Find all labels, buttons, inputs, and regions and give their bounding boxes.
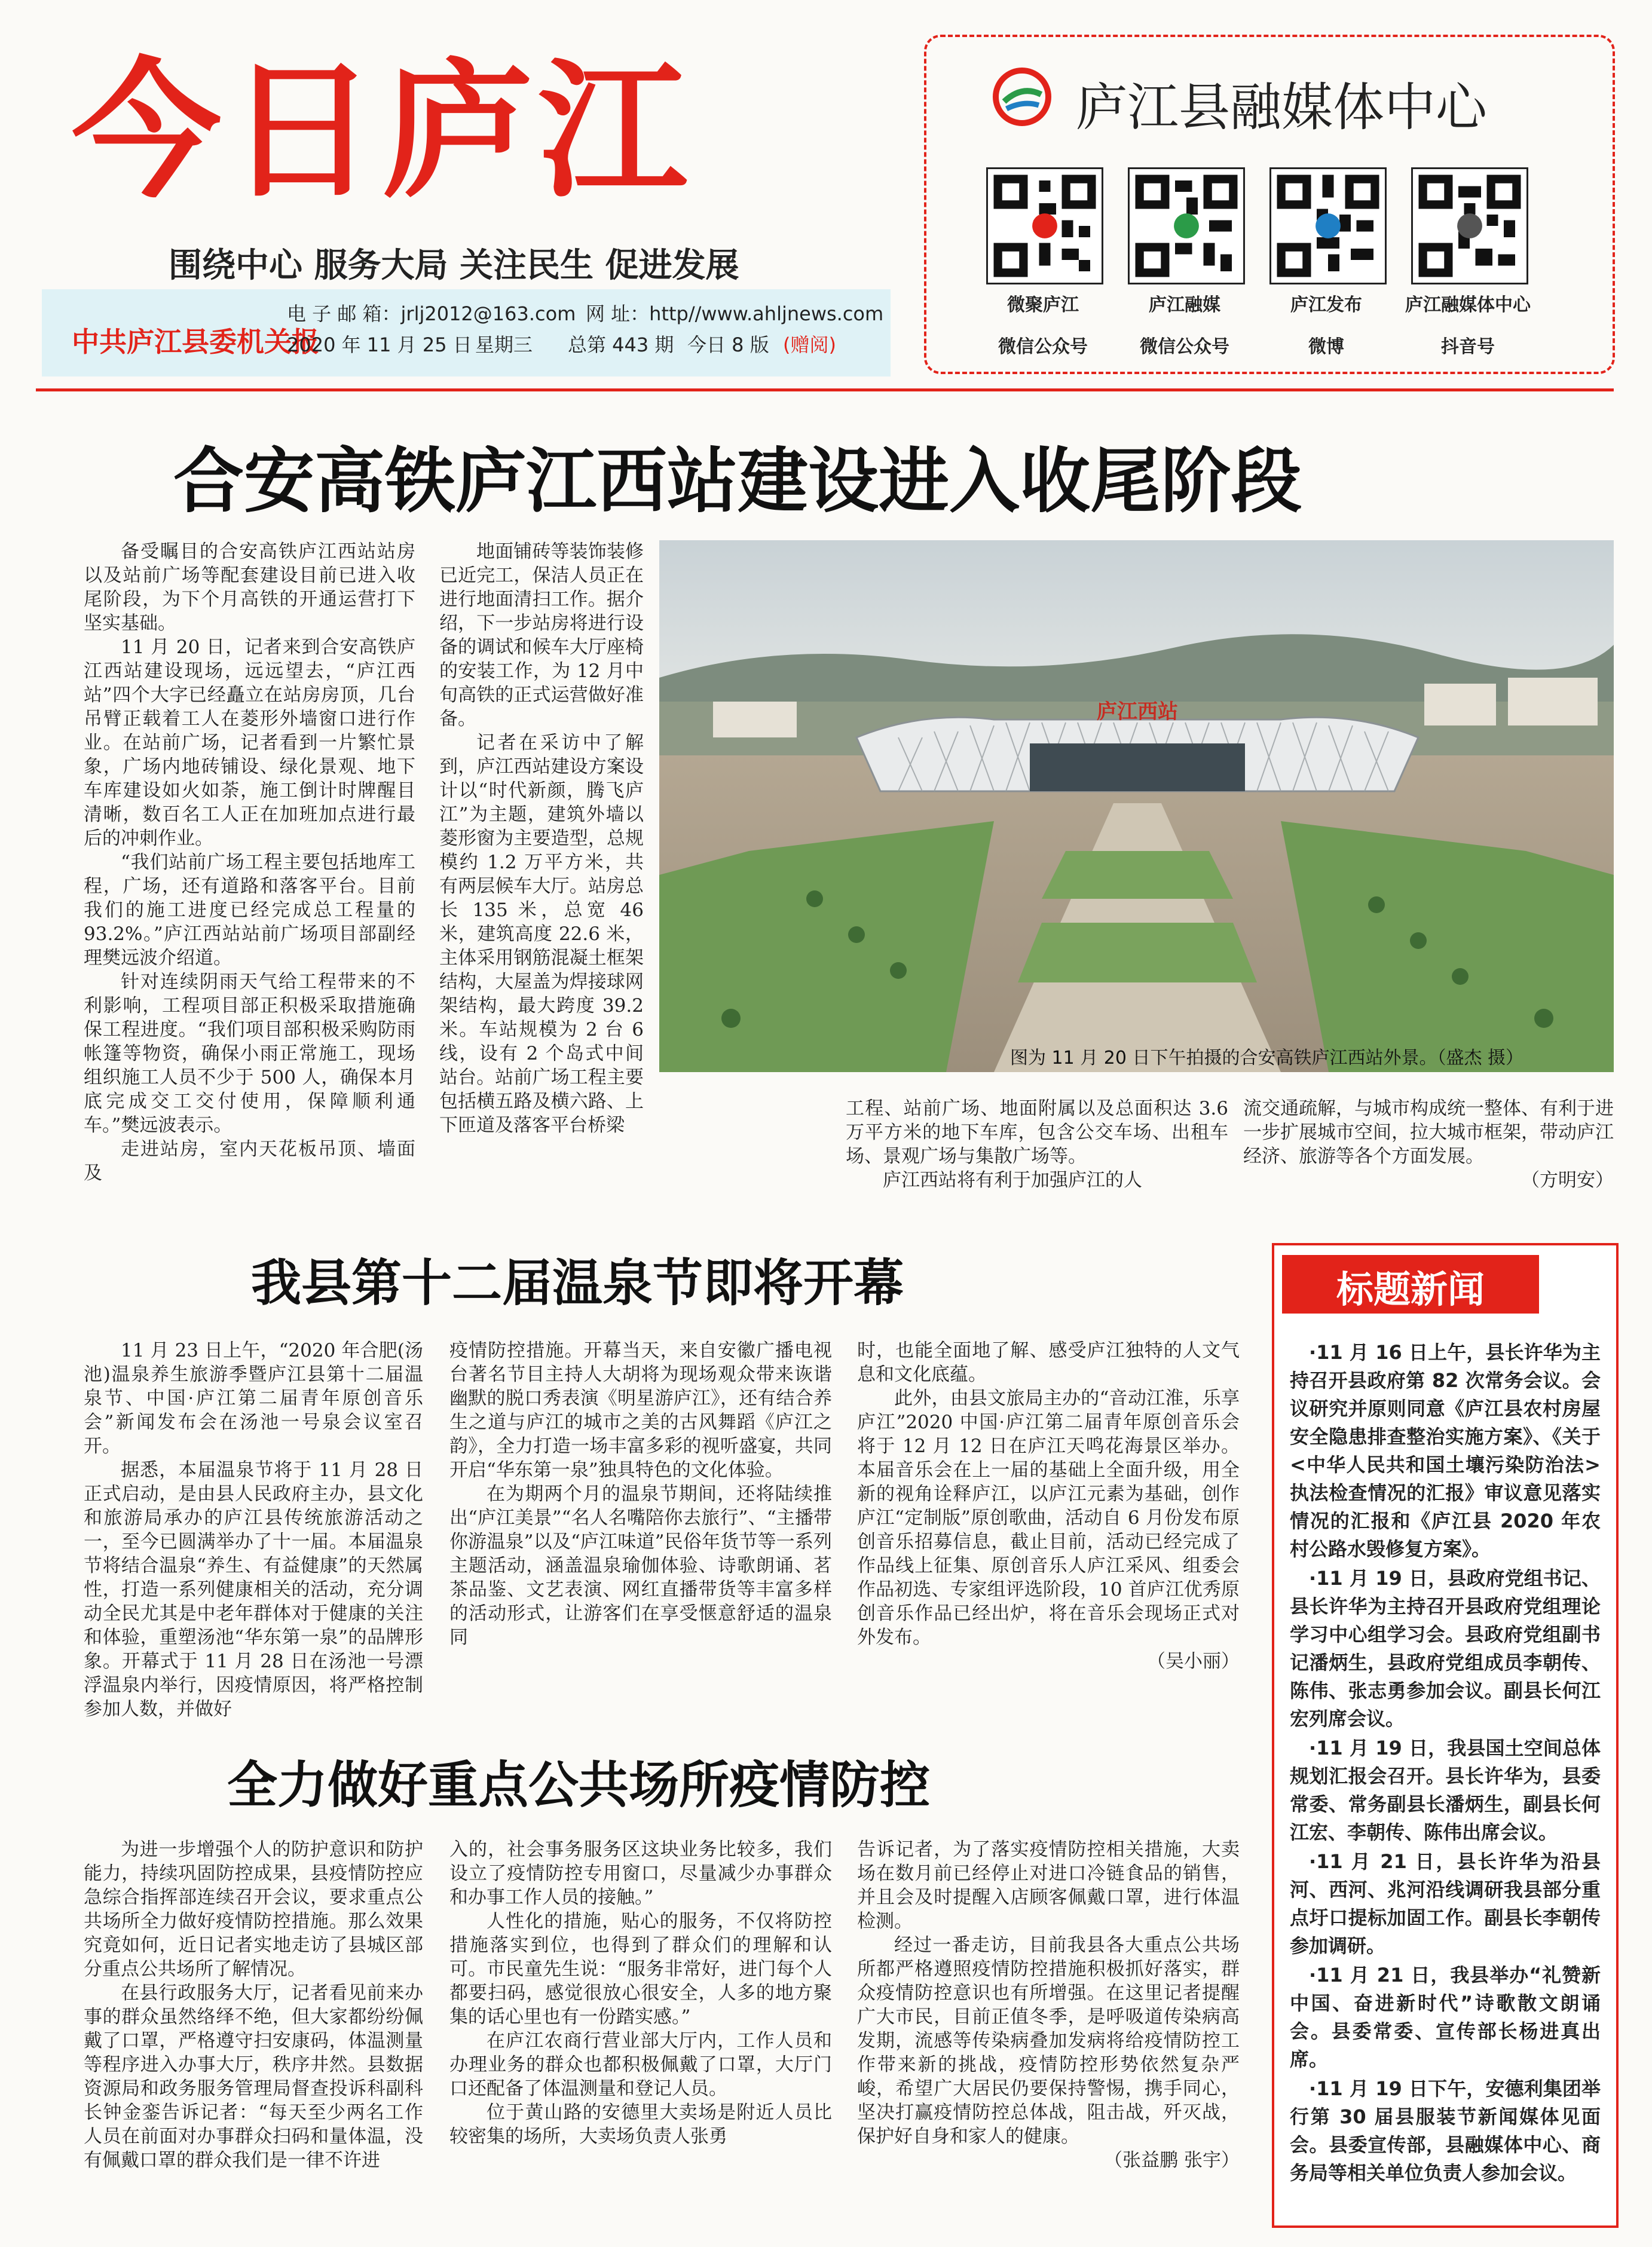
article3-paragraph: 位于黄山路的安德里大卖场是附近人员比较密集的场所，大卖场负责人张勇 — [449, 2102, 832, 2147]
email-line: 电 子 邮 箱：jrlj2012@163.com — [287, 302, 576, 325]
sidebar-list — [1290, 1339, 1601, 2188]
qr-name: 庐江融媒 — [1149, 295, 1220, 316]
article2-author: （吴小丽） — [1147, 1651, 1240, 1672]
website-line: 网 址：http//www.ahljnews.com — [586, 302, 884, 325]
qr-platform: 微信公众号 — [1140, 336, 1229, 357]
article2-headline[interactable]: 我县第十二届温泉节即将开幕 — [251, 1254, 904, 1312]
station-photo — [659, 540, 1614, 1072]
article2-paragraph: 时，也能全面地了解、感受庐江独特的人文气息和文化底蕴。 — [857, 1340, 1240, 1385]
article2-paragraph: 疫情防控措施。开幕当天，来自安徽广播电视台著名节目主持人大胡将为现场观众带来诙谐幽默的脱口秀表演《明星游庐江》，还有结合养生之道与庐江的城市之美的古风舞蹈《庐江之韵》，全力打造一场丰富多彩的视听盛宴，共同开启“华东第一泉”独具特色的文化体验。 — [449, 1340, 832, 1481]
article2-paragraph: 在为期两个月的温泉节期间，还将陆续推出“庐江美景”“名人名嘴陪你去旅行”、“主播带你游温泉”以及“庐江味道”民俗年货节等一系列主题活动，涵盖温泉瑜伽体验、诗歌朗诵、茗茶品鉴、文艺表演、网红直播带货等丰富多样的活动形式，让游客们在享受惬意舒适的温泉同 — [449, 1483, 832, 1648]
article1-paragraph: 针对连续阴雨天气给工程带来的不利影响，工程项目部正积极采取措施确保工程进度。“我们项目部积极采购防雨帐篷等物资，确保小雨正常施工，现场组织施工人员不少于 500 人，确保本月底完成交工交付使用，保障顺利通车。”樊远波表示。 — [84, 971, 415, 1136]
article3-paragraph: 在县行政服务大厅，记者看见前来办事的群众虽然络绎不绝，但大家都纷纷佩戴了口罩，严格遵守扫安康码，体温测量等程序进入办事大厅，秩序井然。县数据资源局和政务服务管理局督查投诉科副科长钟金銮告诉记者：“每天至少两名工作人员在前面对办事群众扫码和量体温，没有佩戴口罩的群众我们是一律不许进 — [84, 1982, 423, 2171]
sidebar-item[interactable]: ·11 月 21 日，我县举办“礼赞新中国、奋进新时代”诗歌散文朗诵会。县委常委、宣传部长杨进真出席。 — [1290, 1964, 1601, 2071]
article3-paragraph: 人性化的措施，贴心的服务，不仅将防控措施落实到位，也得到了群众们的理解和认可。市民童先生说：“服务非常好，进门每个人都要扫码，感觉很放心很安全，人多的地方聚集的话心里也有一份踏实感。” — [449, 1911, 832, 2028]
qr-platform: 抖音号 — [1441, 336, 1495, 357]
article3-paragraph: 入的，社会事务服务区这块业务比较多，我们设立了疫情防控专用窗口，尽量减少办事群众和办事工作人员的接触。” — [449, 1839, 832, 1908]
article3-paragraph: 经过一番走访，目前我县各大重点公共场所都严格遵照疫情防控措施积极抓好落实，群众疫情防控意识也有所增强。在这里记者提醒广大市民，目前正值冬季，是呼吸道传染病高发期，流感等传染病叠加发病将给疫情防控工作带来新的挑战，疫情防控形势依然复杂严峻，希望广大居民仍要保持警惕，携手同心，坚决打赢疫情防控总体战，阻击战，歼灭战，保护好自身和家人的健康。 — [857, 1934, 1240, 2147]
article1-paragraph: 流交通疏解，与城市构成统一整体、有利于进一步扩展城市空间，拉大城市框架，带动庐江经济、旅游等各个方面发展。 — [1243, 1098, 1614, 1167]
article3-paragraph: 告诉记者，为了落实疫情防控相关措施，大卖场在数月前已经停止对进口冷链食品的销售，并且会及时提醒入店顾客佩戴口罩，进行体温检测。 — [857, 1839, 1240, 1932]
article1-paragraph: 地面铺砖等装饰装修已近完工，保洁人员正在进行地面清扫工作。据介绍，下一步站房将进行设备的调试和候车大厅座椅的安装工作，为 12 月中旬高铁的正式运营做好准备。 — [439, 541, 644, 730]
qr-code-icon[interactable] — [986, 167, 1103, 284]
article1-column-1 — [84, 540, 415, 1185]
article1-column-4 — [1243, 1097, 1614, 1192]
article1-column-3 — [846, 1097, 1228, 1192]
article2-paragraph: 此外，由县文旅局主办的“音动江淮，乐享庐江”2020 中国·庐江第二届青年原创音乐会将于 12 月 12 日在庐江天鸣花海景区举办。本届音乐会在上一届的基础上全面升级，用全新的视角诠释庐江，以庐江元素为基础，创作庐江“定制版”原创歌曲，活动自 6 月份发布原创音乐招募信息，截止目前，活动已经完成了作品线上征集、原创音乐人庐江采风、组委会作品初选、专家组评选阶段，10 首庐江优秀原创音乐作品已经出炉，将在音乐会现场正式对外发布。 — [857, 1388, 1240, 1648]
qr-name: 庐江融媒体中心 — [1405, 295, 1531, 316]
qr-code-icon[interactable] — [1269, 167, 1387, 284]
media-center-logo-icon — [992, 67, 1052, 127]
article3-paragraph: 在庐江农商行营业部大厅内，工作人员和办理业务的群众也都积极佩戴了口罩，大厅门口还配备了体温测量和登记人员。 — [449, 2030, 832, 2099]
photo-caption: 图为 11 月 20 日下午拍摄的合安高铁庐江西站外景。（盛杰 摄） — [1010, 1048, 1524, 1069]
qr-name: 庐江发布 — [1290, 295, 1362, 316]
article1-author: （方明安） — [1521, 1170, 1614, 1191]
article1-paragraph: 工程、站前广场、地面附属以及总面积达 3.6 万平方米的地下车库，包含公交车场、出租车场、景观广场与集散广场等。 — [846, 1098, 1228, 1167]
masthead-title: 今日庐江 — [72, 44, 693, 218]
article1-paragraph: 记者在采访中了解到，庐江西站建设方案设计以“时代新颜，腾飞庐江”为主题，建筑外墙以菱形窗为主要造型，总规模约 1.2 万平方米，共有两层候车大厅。站房总长 135 米，总宽 46 米，建筑高度 22.6 米，主体采用钢筋混凝土框架结构，大屋盖为焊接球网架结构，最大跨度 39.2 米。车站规模为 2 台 6 线，设有 2 个岛式中间站台。站前广场工程主要包括横五路及横六路、上下匝道及落客平台桥梁 — [439, 732, 644, 1136]
article1-paragraph: 备受瞩目的合安高铁庐江西站站房以及站前广场等配套建设目前已进入收尾阶段，为下个月高铁的开通运营打下坚实基础。 — [84, 541, 415, 634]
issue-number: 总第 443 期 — [568, 333, 674, 356]
sidebar-item[interactable]: ·11 月 19 日下午，安德利集团举行第 30 届县服装节新闻媒体见面会。县委宣传部，县融媒体中心、商务局等相关单位负责人参加会议。 — [1290, 2077, 1601, 2184]
article1-headline[interactable]: 合安高铁庐江西站建设进入收尾阶段 — [173, 440, 1302, 522]
party-label: 中共庐江县委机关报 — [72, 326, 319, 358]
article1-paragraph: “我们站前广场工程主要包括地库工程，广场，还有道路和落客平台。目前我们的施工进度已经完成总工程量的 93.2%。”庐江西站站前广场项目部副经理樊远波介绍道。 — [84, 852, 415, 969]
sidebar-title: 标题新闻 — [1336, 1268, 1485, 1311]
article1-paragraph: 11 月 20 日，记者来到合安高铁庐江西站建设现场，远远望去，“庐江西站”四个大字已经矗立在站房房顶，几台吊臂正载着工人在菱形外墙窗口进行作业。在站前广场，记者看到一片繁忙景象，广场内地砖铺设、绿化景观、地下车库建设如火如荼，施工倒计时牌醒目清晰，数百名工人正在加班加点进行最后的冲刺作业。 — [84, 636, 415, 849]
article3-headline[interactable]: 全力做好重点公共场所疫情防控 — [227, 1756, 931, 1814]
article3-author: （张益鹏 张宇） — [1104, 2150, 1240, 2171]
article3-column-3 — [857, 1838, 1240, 2172]
article1-column-2 — [439, 540, 644, 1137]
qr-code-icon[interactable] — [1128, 167, 1245, 284]
article2-paragraph: 据悉，本届温泉节将于 11 月 28 日正式启动，是由县人民政府主办，县文化和旅游局承办的庐江县传统旅游活动之一，至今已圆满举办了十一届。本届温泉节将结合温泉“养生、有益健康”的天然属性，打造一系列健康相关的活动，充分调动全民尤其是中老年群体对于健康的关注和体验，重塑汤池“华东第一泉”的品牌形象。开幕式于 11 月 28 日在汤池一号漂浮温泉内举行，因疫情原因，将严格控制参加人数，并做好 — [84, 1459, 423, 1720]
qr-code-icon[interactable] — [1411, 167, 1528, 284]
qr-platform: 微信公众号 — [998, 336, 1088, 357]
station-sign-text: 庐江西站 — [1097, 700, 1178, 724]
article2-column-3 — [857, 1339, 1240, 1673]
issue-date: 2020 年 11 月 25 日 — [287, 333, 472, 356]
qr-platform: 微博 — [1308, 336, 1344, 357]
gift-label: (赠阅) — [783, 333, 836, 356]
article3-column-1 — [84, 1838, 423, 2172]
article2-column-2 — [449, 1339, 832, 1649]
media-center-name: 庐江县融媒体中心 — [1076, 78, 1487, 137]
sidebar-item[interactable]: ·11 月 19 日，县政府党组书记、县长许华为主持召开县政府党组理论学习中心组学习会。县政府党组副书记潘炳生，县政府党组成员李朝传、陈伟、张志勇参加会议。副县长何江宏列席会议。 — [1290, 1567, 1601, 1730]
article1-paragraph: 庐江西站将有利于加强庐江的人 — [883, 1170, 1142, 1191]
sidebar-item[interactable]: ·11 月 16 日上午，县长许华为主持召开县政府第 82 次常务会议。会议研究并原则同意《庐江县农村房屋安全隐患排查整治实施方案》、《关于<中华人民共和国土壤污染防治法>执法检查情况的汇报》审议意见落实情况的汇报和《庐江县 2020 年农村公路水毁修复方案》。 — [1290, 1341, 1601, 1560]
sidebar-item[interactable]: ·11 月 19 日，我县国土空间总体规划汇报会召开。县长许华为，县委常委、常务副县长潘炳生，副县长何江宏、李朝传、陈伟出席会议。 — [1290, 1737, 1601, 1844]
issue-pages: 今日 8 版 — [687, 333, 769, 356]
article3-column-2 — [449, 1838, 832, 2148]
article1-paragraph: 走进站房，室内天花板吊顶、墙面及 — [84, 1138, 415, 1184]
article2-column-1 — [84, 1339, 423, 1721]
qr-name: 微聚庐江 — [1007, 295, 1079, 316]
sidebar-item[interactable]: ·11 月 21 日，县长许华为沿县河、西河、兆河沿线调研我县部分重点圩口提标加固工作。副县长李朝传参加调研。 — [1290, 1850, 1601, 1957]
issue-weekday: 星期三 — [475, 333, 533, 356]
masthead-divider — [36, 388, 1614, 391]
article3-paragraph: 为进一步增强个人的防护意识和防护能力，持续巩固防控成果，县疫情防控应急综合指挥部连续召开会议，要求重点公共场所全力做好疫情防控措施。那么效果究竟如何，近日记者实地走访了县城区部分重点公共场所了解情况。 — [84, 1839, 423, 1980]
masthead-slogan: 围绕中心 服务大局 关注民生 促进发展 — [169, 246, 739, 285]
article2-paragraph: 11 月 23 日上午，“2020 年合肥(汤池)温泉养生旅游季暨庐江县第十二届温泉节、中国·庐江第二届青年原创音乐会”新闻发布会在汤池一号泉会议室召开。 — [84, 1340, 423, 1457]
